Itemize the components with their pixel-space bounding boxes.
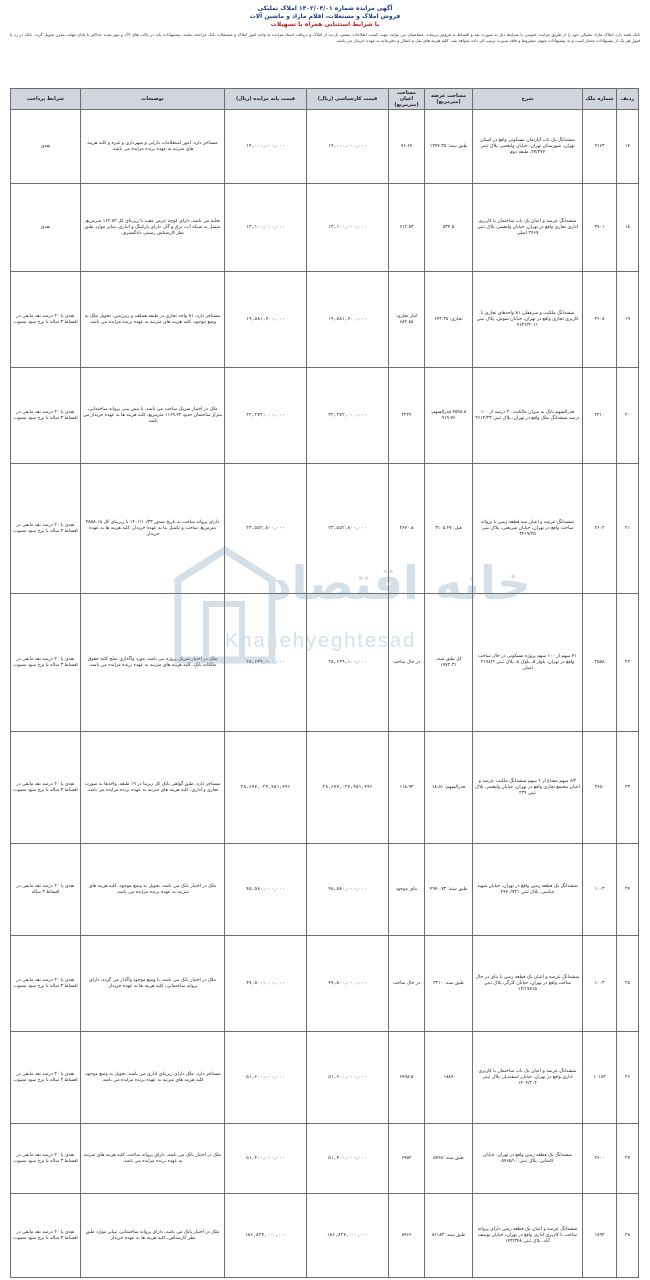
cell-desc: ششدانگ عرصه و اعیان یک قطعه زمین دارای پروانه ساخت با کاربری اداری واقع در تهران، خیابان یوسف آباد، پلاک ثبتی ۱۴۳/۳۴۸: [473, 1194, 583, 1278]
cell-desc: ششدانگ یک باب آپارتمان مسکونی واقع در استان تهران، شهرستان تهران، خیابان ولیعصر، پلاک ثبتی ۳۷/۲۷۷، طبقه دوم: [473, 110, 583, 184]
cell-base: ۱۸۶,۸۲۷,۰۰۰,۰۰۰: [225, 1194, 307, 1278]
cell-ayan: انبار تجاری: ۶۸۲.۵۸: [389, 272, 425, 368]
cell-ayan: ۱۱۸.۹۳: [389, 732, 425, 844]
cell-notes: ملک در اختیار بانک می باشد، با وضع موجود واگذار می گردد، دارای پروانه ساختمانی، کلیه هزینه ها به عهده خریدار.: [81, 936, 225, 1032]
cell-base: ۲۲,۲۷۲,۰۰۰,۰۰۰: [225, 368, 307, 464]
cell-code: ۲۶۵۰: [583, 732, 617, 844]
cell-base: ۲۳,۵۵۲,۸۰۰,۰۰۰: [225, 464, 307, 594]
col-arse: مساحت عرصه (مترمربع): [425, 89, 473, 110]
cell-desc: ششدانگ عرصه و اعیان یک قطعه زمین با بنای در حال ساخت واقع در تهران، خیابان کارگر، پلاک ثبتی ۱۲/۱۷۷۱۵: [473, 936, 583, 1032]
cell-price: ۴۷,۵۰۰,۰۰۰,۰۰۰: [307, 936, 389, 1032]
cell-radif: ۲۲: [617, 594, 639, 732]
cell-base: ۵۱,۴۰۰,۰۰۰,۰۰۰: [225, 1124, 307, 1194]
cell-arse: قبل: ۳۱۰۵.۴۷: [425, 464, 473, 594]
cell-radif: ۲۸: [617, 1194, 639, 1278]
cell-notes: ملک در اختیار بانک می باشد، تحویل به وضع موجود، کلیه هزینه های مترتبه به عهده برنده مزایده می باشد.: [81, 844, 225, 936]
properties-table: [10, 88, 639, 1278]
cell-desc: ششدانگ عرصه و اعیان یک باب ساختمان با کاربری اداری واقع در تهران، خیابان اسفندیار، پلاک ثبتی ۱۴۰۴/۲۰۲: [473, 1032, 583, 1124]
table-row: [11, 936, 639, 1032]
cell-arse: ۱۸۸۹: [425, 1032, 473, 1124]
col-code: شماره ملک: [583, 89, 617, 110]
cell-price: ۲۳,۵۵۲,۸۰۰,۰۰۰: [307, 464, 389, 594]
cell-pay: نقدی یا ۲۰ درصد نقد مابقی در اقساط ۳ ساله با نرخ سود مصوب: [11, 368, 81, 464]
col-radif: ردیف: [617, 89, 639, 110]
cell-pay: نقدی یا ۲۰ درصد نقد مابقی در اقساط ۳ ساله با نرخ سود مصوب: [11, 594, 81, 732]
cell-code: ۱۰۰۳: [583, 844, 617, 936]
cell-arse: کل طبق سند: ۱۷۷۲.۳۱: [425, 594, 473, 732]
cell-code: ۲۶۶۳: [583, 110, 617, 184]
cell-pay: نقدی: [11, 184, 81, 272]
cell-radif: ۱۷: [617, 110, 639, 184]
cell-radif: ۲۰: [617, 368, 639, 464]
col-ayan: مساحت اعیان (مترمربع): [389, 89, 425, 110]
cell-desc: ۴۱ سهم از ۱۰۰ سهم پروژه مسکونی در حال ساخت واقع در تهران، بلوار ۵، بلوک ۵، پلاک ثبتی ۲۱۹۸/۲ اصلی: [473, 594, 583, 732]
cell-pay: نقدی یا ۲۰ درصد نقد مابقی در اقساط ۳ ساله با نرخ سود مصوب: [11, 936, 81, 1032]
table-row: [11, 1124, 639, 1194]
cell-price: ۲۸,۶۳۹,۱۰۰,۰۰۰: [307, 594, 389, 732]
announcement-subtitle: فروش املاک و مستغلات، اقلام مازاد و ماشین آلات: [249, 13, 401, 20]
cell-arse: تجاری: ۶۴۳.۳۸: [425, 272, 473, 368]
cell-desc: ششدانگ عرصه و اعیان سه قطعه زمین با پروانه ساخت واقع در تهران، خیابان شریعتی، پلاک ثبتی ۳۴۱۹/۲۵: [473, 464, 583, 594]
table-row: [11, 594, 639, 732]
cell-pay: نقدی یا ۲۰ درصد نقد مابقی در اقساط ۳ ساله با نرخ سود مصوب: [11, 272, 81, 368]
cell-ayan: ۶۹۵۲: [389, 1124, 425, 1194]
cell-pay: نقدی یا ۲۰ درصد نقد مابقی در اقساط ۳ ساله با نرخ سود مصوب: [11, 464, 81, 594]
cell-notes: ملک در اختیار بانک می باشد، دارای پروانه ساختمانی، سایر موارد طبق نظر کارشناس، کلیه هزینه ها به عهده خریدار.: [81, 1194, 225, 1278]
cell-ayan: در حال ساخت: [389, 594, 425, 732]
cell-code: ۲۵۵۸: [583, 594, 617, 732]
cell-notes: تخلیه می باشد، دارای کوچه عرض عقب با زیربنای کل ۱۶۲.۸۳ مترمربع، متصل به شبکه آب، برق و گاز، دارای پارکینگ و انباری، سایر موارد طبق نظر کارشناس رسمی دادگستری.: [81, 184, 225, 272]
watermark-text-en: Khanehyeghtesad: [225, 630, 417, 652]
cell-desc: ششدانگ یک قطعه زمین واقع در تهران، خیابان کاشانی، پلاک ثبتی ۵۷۶۵/۱۰: [473, 1124, 583, 1194]
cell-desc: ششدانگ یک قطعه زمین واقع در تهران، خیابان شهید عباسی، پلاک ثبتی ۴۹۷۰/۷۳۱: [473, 844, 583, 936]
cell-price: ۱۹,۵۸۱,۷۰۰,۰۰۰: [307, 272, 389, 368]
cell-code: ۱۰۱۸۳: [583, 1032, 617, 1124]
cell-radif: ۱۸: [617, 184, 639, 272]
cell-ayan: ۶۷۹۸.۵: [389, 1032, 425, 1124]
col-desc: شرح: [473, 89, 583, 110]
cell-notes: ملک در اختیار بانک می باشد، دارای پروانه ساخت، کلیه هزینه های مترتبه به عهده برنده مزایده می باشد.: [81, 1124, 225, 1194]
cell-arse: طبق سند: ۴۹۷۰.۷۳: [425, 844, 473, 936]
cell-price: ۱۳,۱۰۰,۰۰۰,۰۰۰: [307, 184, 389, 272]
cell-price: ۲۸,۶۷۷,۰۲۴,۴۵۱,۴۹۶: [307, 732, 389, 844]
cell-base: ۱۴,۰۰۰,۰۰۰,۰۰۰: [225, 110, 307, 184]
cell-code: ۱۰۰۳: [583, 936, 617, 1032]
table-row: [11, 1032, 639, 1124]
cell-base: ۲۸,۶۳۹,۱۰۰,۰۰۰: [225, 594, 307, 732]
cell-price: ۴۵,۵۸۰,۰۰۰,۰۰۰: [307, 844, 389, 936]
announcement-header: [0, 0, 650, 29]
announcement-title: آگهی مزایده شماره ۱۴۰۲/۰۴/۰۱ املاک تملیکی: [257, 5, 393, 12]
col-base: قیمت پایه مزایده (ریال): [225, 89, 307, 110]
cell-price: ۵۱,۴۰۰,۰۰۰,۰۰۰: [307, 1124, 389, 1194]
cell-arse: طبق سند: ۸۶۱۸۳: [425, 1194, 473, 1278]
cell-notes: ملک در اختیار شریک پروژه می باشد، مورد واگذاری صلح کلیه حقوق مالکانه بانک، کلیه هزینه های مترتبه به عهده برنده مزایده می باشد.: [81, 594, 225, 732]
cell-price: ۵۱,۶۰۰,۰۰۰,۰۰۰: [307, 1032, 389, 1124]
cell-radif: ۲۳: [617, 732, 639, 844]
cell-arse: طبق سند: ۱۲۴۷.۳۵: [425, 110, 473, 184]
table-row: [11, 368, 639, 464]
col-notes: توضیحات: [81, 89, 225, 110]
cell-base: ۴۷,۵۰۰,۰۰۰,۰۰۰: [225, 936, 307, 1032]
announcement-tagline: با شرایط استثنایی همراه با تسهیلات: [270, 21, 380, 28]
table-row: [11, 464, 639, 594]
cell-pay: نقدی یا ۲۰ درصد نقد مابقی در اقساط ۳ ساله: [11, 844, 81, 936]
cell-notes: دارای پروانه ساخت به تاریخ صدور ۱۴۰۱/۱۰/۲۳ با زیربنای کل ۴۵۸۸.۱۸ مترمربع، ساخت و تکمیل بنا به عهده خریدار، کلیه هزینه ها به عهده خریدار.: [81, 464, 225, 594]
cell-base: ۱۳,۱۰۰,۰۰۰,۰۰۰: [225, 184, 307, 272]
cell-notes: مستاجر دارد، طبق گواهی بانک کل زیربنا در ۱۹ طبقه، واحدها به صورت تجاری و اداری، کلیه هزینه های مترتبه به عهده برنده مزایده می باشد.: [81, 732, 225, 844]
cell-pay: نقدی یا ۲۰ درصد نقد مابقی در اقساط ۳ ساله با نرخ سود مصوب: [11, 732, 81, 844]
cell-notes: مستاجر دارد، ۸۱ واحد تجاری در طبقه همکف و زیرزمین، تحویل ملک به وضع موجود، کلیه هزینه های مترتبه به عهده برنده مزایده می باشد.: [81, 272, 225, 368]
cell-radif: ۱۹: [617, 272, 639, 368]
cell-code: ۱۸۹۳: [583, 1194, 617, 1278]
cell-base: ۲۸,۶۷۷,۰۲۴,۴۵۱,۴۹۶: [225, 732, 307, 844]
cell-radif: ۲۵: [617, 936, 639, 1032]
cell-notes: مستاجر دارد، امور استعلامات دارایی و شهرداری و غیره و کلیه هزینه های مترتبه به عهده برنده مزایده می باشد.: [81, 110, 225, 184]
cell-pay: نقدی: [11, 110, 81, 184]
cell-desc: ششدانگ ملکیت و سرقفلی ۸۱ واحدهای تجاری با کاربری تجاری واقع در تهران، خیابان شوش، پلاک ثبتی ۴۶۳۶/۳۰۱۱: [473, 272, 583, 368]
col-price: قیمت کارشناسی (ریال): [307, 89, 389, 110]
table-row: [11, 184, 639, 272]
cell-notes: ملک در اختیار شریک ساخت می باشد، با پیش بینی پروانه ساختمانی، متراژ ساختمان حدود ۱۱۶۹.۴۲ مترمربع، کلیه هزینه ها به عهده خریدار می باشد.: [81, 368, 225, 464]
cell-ayan: در حال ساخت: [389, 936, 425, 1032]
table-row: [11, 110, 639, 184]
cell-price: ۱۸۶,۸۲۷,۰۰۰,۰۰۰: [307, 1194, 389, 1278]
cell-code: ۲۶۰۸: [583, 272, 617, 368]
cell-radif: ۲۷: [617, 1124, 639, 1194]
announcement-intro: بانک قصد دارد املاک مازاد تملیکی خود را از طریق مزایده عمومی با شرایط ذیل به صورت نقد و اقساط به فروش برساند. متقاضیان می توانند جهت کسب اطلاعات بیشتر، بازدید از املاک و دریافت اسناد مزایده به واحد امور املاک و مستغلات بانک مراجعه نمایند. پیشنهادات باید در پاکت های لاک و مهر شده حداکثر تا پایان مهلت مقرر تحویل گردد. بانک در رد یا قبول هر یک از پیشنهادات مختار است و به پیشنهادات مبهم، مشروط و فاقد سپرده ترتیب اثر داده نخواهد شد. کلیه هزینه های نقل و انتقال و دفترخانه به عهده خریدار می باشد.: [10, 32, 640, 44]
cell-pay: نقدی یا ۲۰ درصد نقد مابقی در اقساط ۳ ساله با نرخ سود مصوب: [11, 1194, 81, 1278]
cell-ayan: ۷۶.۶۷: [389, 110, 425, 184]
cell-desc: قدرالسهم بانک به میزان مالکیت ۲۰ درصد از ۱۰۰ درصد ششدانگ ملک واقع در تهران، پلاک ثبتی ۲۶۱۲/۲۳: [473, 368, 583, 464]
cell-code: ۲۲۱۰: [583, 368, 617, 464]
cell-notes: مستاجر دارد، ملک دارای زیربنای اداری می باشد، تحویل به وضع موجود، کلیه هزینه های مترتبه به عهده برنده مزایده می باشد.: [81, 1032, 225, 1124]
cell-base: ۴۵,۵۸۰,۰۰۰,۰۰۰: [225, 844, 307, 936]
cell-arse: قدرالسهم: ۱۸.۵۱: [425, 732, 473, 844]
cell-code: ۲۷۰۱: [583, 184, 617, 272]
cell-desc: ششدانگ عرصه و اعیان یک باب ساختمان با کاربری اداری تجاری واقع در تهران، خیابان ولیعصر، پلاک ثبتی ۲۴۶۷ اصلی: [473, 184, 583, 272]
cell-arse: طبق سند: ۳۳۱۰: [425, 936, 473, 1032]
cell-ayan: ۲۲۲۹: [389, 368, 425, 464]
table-row: [11, 272, 639, 368]
cell-ayan: ۶۱۲.۸۳: [389, 184, 425, 272]
cell-price: ۱۴,۰۰۰,۰۰۰,۰۰۰: [307, 110, 389, 184]
watermark-text-fa: خانه اقتصاد: [268, 556, 531, 610]
table-row: [11, 732, 639, 844]
cell-radif: ۲۱: [617, 464, 639, 594]
table-row: [11, 1194, 639, 1278]
cell-pay: نقدی یا ۲۰ درصد نقد مابقی در اقساط ۳ ساله با نرخ سود مصوب: [11, 1124, 81, 1194]
cell-base: ۵۱,۶۰۰,۰۰۰,۰۰۰: [225, 1032, 307, 1124]
cell-arse: طبق سند: ۵۷۶۵: [425, 1124, 473, 1194]
cell-radif: ۲۶: [617, 1032, 639, 1124]
table-row: [11, 844, 639, 936]
cell-base: ۱۹,۵۸۱,۷۰۰,۰۰۰: [225, 272, 307, 368]
cell-arse: ۴۵۹۸.۸ قدرالسهم: ۹۱۹.۷۶: [425, 368, 473, 464]
col-pay: شرایط پرداخت: [11, 89, 81, 110]
cell-pay: نقدی یا ۲۰ درصد نقد مابقی در اقساط ۳ ساله با نرخ سود مصوب: [11, 1032, 81, 1124]
cell-price: ۲۲,۲۷۲,۰۰۰,۰۰۰: [307, 368, 389, 464]
table-header-row: [11, 89, 639, 110]
cell-ayan: ۲۶۷۰.۸: [389, 464, 425, 594]
cell-desc: ۶/۲ سهم مشاع از ۶ سهم ششدانگ ملکیت عرصه و اعیان مجتمع تجاری واقع در تهران، خیابان ولیعصر، پلاک ثبتی ۲۳۹: [473, 732, 583, 844]
cell-ayan: بنای موجود: [389, 844, 425, 936]
cell-arse: ۵۳۴.۵: [425, 184, 473, 272]
cell-code: ۲۶۰۰: [583, 1124, 617, 1194]
cell-radif: ۲۴: [617, 844, 639, 936]
cell-code: ۲۶۰۲: [583, 464, 617, 594]
cell-ayan: ۸۹۶۶: [389, 1194, 425, 1278]
